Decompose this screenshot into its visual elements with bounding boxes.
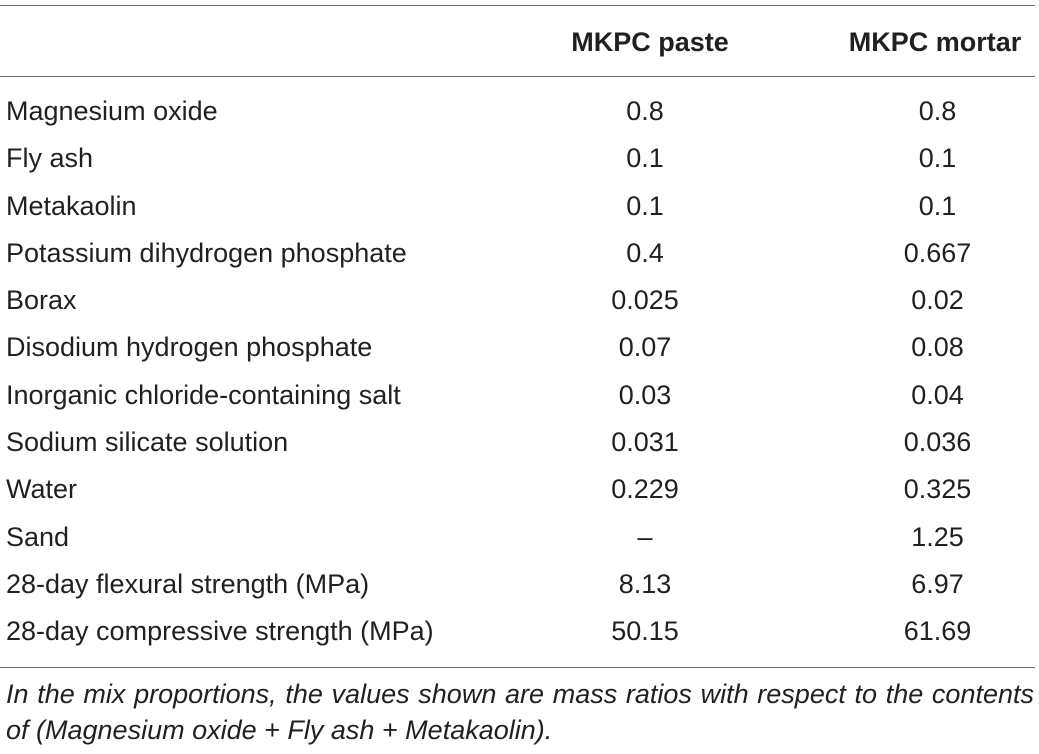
mortar-value: 0.667 <box>903 237 972 268</box>
paste-value: 0.1 <box>626 190 664 221</box>
paste-value: 8.13 <box>618 568 672 599</box>
column-header-mkpc-paste: MKPC paste <box>571 27 729 57</box>
mortar-value: 0.1 <box>918 143 957 174</box>
row-label: 28-day flexural strength (MPa) <box>6 568 370 599</box>
row-label: Sodium silicate solution <box>6 427 289 458</box>
paste-value: 0.07 <box>618 332 672 363</box>
row-label: Disodium hydrogen phosphate <box>6 332 373 363</box>
table-row <box>0 419 1039 466</box>
table-row <box>0 277 1039 324</box>
table-row <box>0 324 1039 371</box>
mortar-value: 1.25 <box>911 521 964 552</box>
table-row <box>0 561 1039 608</box>
table-row <box>0 514 1039 561</box>
paste-value: 0.03 <box>618 379 672 410</box>
mortar-value: 0.036 <box>903 427 972 458</box>
paste-value: 50.15 <box>611 616 679 647</box>
table-top-rule <box>0 5 1035 6</box>
table-row <box>0 88 1039 135</box>
row-label: Potassium dihydrogen phosphate <box>6 237 407 268</box>
table-row <box>0 230 1039 277</box>
paste-value: 0.229 <box>611 474 679 505</box>
row-label: Borax <box>6 285 77 316</box>
mortar-value: 0.1 <box>918 190 957 221</box>
row-label: Inorganic chloride-containing salt <box>6 379 401 410</box>
header-divider-rule <box>0 76 1035 77</box>
table-row <box>0 372 1039 419</box>
mortar-value: 0.08 <box>911 332 964 363</box>
paste-value: 0.4 <box>626 237 664 268</box>
table-row <box>0 608 1039 655</box>
table-row <box>0 183 1039 230</box>
table-bottom-rule <box>0 667 1035 668</box>
row-label: Water <box>6 474 78 505</box>
mortar-value: 0.8 <box>918 96 957 126</box>
paste-value: 0.8 <box>626 96 664 126</box>
mortar-value: 0.02 <box>911 285 964 316</box>
row-label: Metakaolin <box>6 190 137 221</box>
row-label: Sand <box>6 521 70 552</box>
column-header-mkpc-mortar: MKPC mortar <box>848 27 1022 57</box>
row-label: Magnesium oxide <box>6 96 218 126</box>
mortar-value: 61.69 <box>903 616 972 647</box>
mortar-value: 0.325 <box>903 474 972 505</box>
paste-value: 0.025 <box>611 285 679 316</box>
table-footnote: In the mix proportions, the values shown are mass ratios with respect to the contents of (Magnesium oxide + Fly ash + Metakaolin). <box>6 679 1034 745</box>
row-label: 28-day compressive strength (MPa) <box>6 616 434 647</box>
table-row <box>0 135 1039 182</box>
mortar-value: 0.04 <box>911 379 964 410</box>
table-row <box>0 466 1039 513</box>
paste-value: 0.031 <box>611 427 679 458</box>
table-body <box>0 88 1039 656</box>
paste-value: 0.1 <box>626 143 664 174</box>
row-label: Fly ash <box>6 143 94 174</box>
paste-value: – <box>637 521 653 552</box>
mortar-value: 6.97 <box>911 568 964 599</box>
